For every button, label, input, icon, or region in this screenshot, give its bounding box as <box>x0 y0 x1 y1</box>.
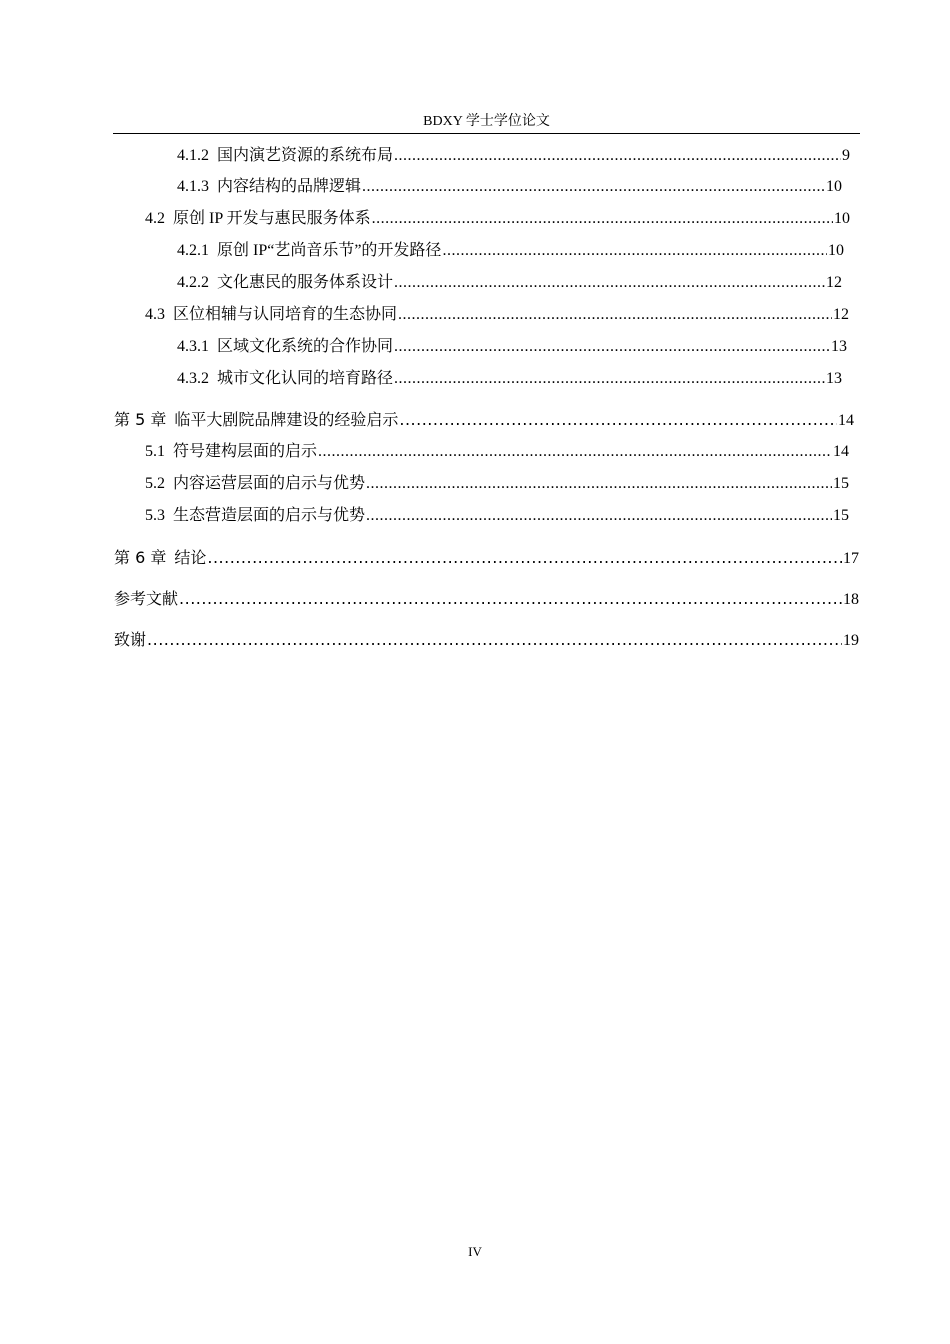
toc-entry-page: 18 <box>843 591 859 608</box>
header-rule <box>113 133 860 134</box>
toc-entry-title: 符号建构层面的启示 <box>173 443 318 460</box>
toc-entry-number: 第 5 章 <box>114 410 167 429</box>
toc-entry-page: 14 <box>833 443 849 460</box>
toc-entry-title: 参考文献 <box>114 589 179 608</box>
toc-entry-page: 19 <box>843 632 859 649</box>
toc-entry-4-2[interactable] <box>145 209 850 229</box>
toc-entry-page: 9 <box>842 147 850 164</box>
toc-entry-number: 4.1.3 <box>177 178 209 195</box>
toc-entry-title: 生态营造层面的启示与优势 <box>173 507 366 524</box>
toc-entry-page: 14 <box>838 412 854 429</box>
toc-entry-number: 5.1 <box>145 443 165 460</box>
toc-entry-title: 致谢 <box>114 630 147 649</box>
toc-entry-references[interactable] <box>114 589 859 610</box>
toc-entry-4-1-2[interactable] <box>177 146 850 166</box>
toc-entry-title: 区位相辅与认同培育的生态协同 <box>173 306 398 323</box>
toc-entry-page: 10 <box>828 242 844 259</box>
dot-leader <box>362 177 825 197</box>
toc-entry-number: 4.2.2 <box>177 274 209 291</box>
dot-leader <box>394 369 825 389</box>
toc-entry-4-3[interactable] <box>145 305 849 325</box>
toc-entry-number: 4.3.2 <box>177 370 209 387</box>
toc-entry-title: 原创 IP“艺尚音乐节”的开发路径 <box>217 242 442 259</box>
toc-entry-title: 内容运营层面的启示与优势 <box>173 475 366 492</box>
toc-entry-page: 15 <box>833 507 849 524</box>
dot-leader <box>318 442 832 462</box>
toc-entry-4-2-2[interactable] <box>177 273 842 293</box>
toc-entry-title: 区域文化系统的合作协同 <box>217 338 394 355</box>
toc-entry-title: 临平大剧院品牌建设的经验启示 <box>174 410 399 429</box>
toc-entry-4-3-1[interactable] <box>177 337 847 357</box>
toc-entry-title: 国内演艺资源的系统布局 <box>217 147 394 164</box>
toc-entry-title: 内容结构的品牌逻辑 <box>217 178 362 195</box>
toc-entry-5-2[interactable] <box>145 474 849 494</box>
toc-entry-4-3-2[interactable] <box>177 369 842 389</box>
toc-entry-chapter-5[interactable] <box>114 410 854 431</box>
toc-entry-title: 原创 IP 开发与惠民服务体系 <box>173 210 371 227</box>
toc-entry-page: 10 <box>826 178 842 195</box>
toc-entry-acknowledgements[interactable] <box>114 630 859 651</box>
dot-leader <box>207 548 842 568</box>
toc-entry-page: 12 <box>826 274 842 291</box>
toc-entry-chapter-6[interactable] <box>114 548 859 569</box>
toc-entry-number: 5.2 <box>145 475 165 492</box>
toc-entry-title: 结论 <box>174 548 207 567</box>
toc-entry-page: 10 <box>834 210 850 227</box>
toc-entry-page: 15 <box>833 475 849 492</box>
toc-entry-page: 13 <box>826 370 842 387</box>
toc-entry-number: 5.3 <box>145 507 165 524</box>
dot-leader <box>442 241 827 261</box>
toc-entry-page: 12 <box>833 306 849 323</box>
page-number-footer: IV <box>468 1244 482 1259</box>
dot-leader <box>394 337 830 357</box>
dot-leader <box>372 209 833 229</box>
dot-leader <box>394 146 841 166</box>
toc-entry-number: 4.2 <box>145 210 165 227</box>
toc-entry-number: 第 6 章 <box>114 548 167 567</box>
dot-leader <box>366 506 832 526</box>
toc-entry-number: 4.3 <box>145 306 165 323</box>
dot-leader <box>394 273 825 293</box>
toc-entry-number: 4.3.1 <box>177 338 209 355</box>
dot-leader <box>147 630 842 650</box>
dot-leader <box>366 474 832 494</box>
toc-entry-4-1-3[interactable] <box>177 177 842 197</box>
toc-entry-title: 城市文化认同的培育路径 <box>217 370 394 387</box>
dot-leader <box>399 410 837 430</box>
dot-leader <box>398 305 832 325</box>
toc-entry-number: 4.2.1 <box>177 242 209 259</box>
toc-entry-page: 13 <box>831 338 847 355</box>
toc-entry-5-1[interactable] <box>145 442 849 462</box>
running-header: BDXY 学士学位论文 <box>423 114 550 129</box>
dot-leader <box>179 589 842 609</box>
toc-entry-title: 文化惠民的服务体系设计 <box>217 274 394 291</box>
toc-entry-5-3[interactable] <box>145 506 849 526</box>
toc-entry-4-2-1[interactable] <box>177 241 844 261</box>
toc-entry-number: 4.1.2 <box>177 147 209 164</box>
toc-entry-page: 17 <box>843 550 859 567</box>
